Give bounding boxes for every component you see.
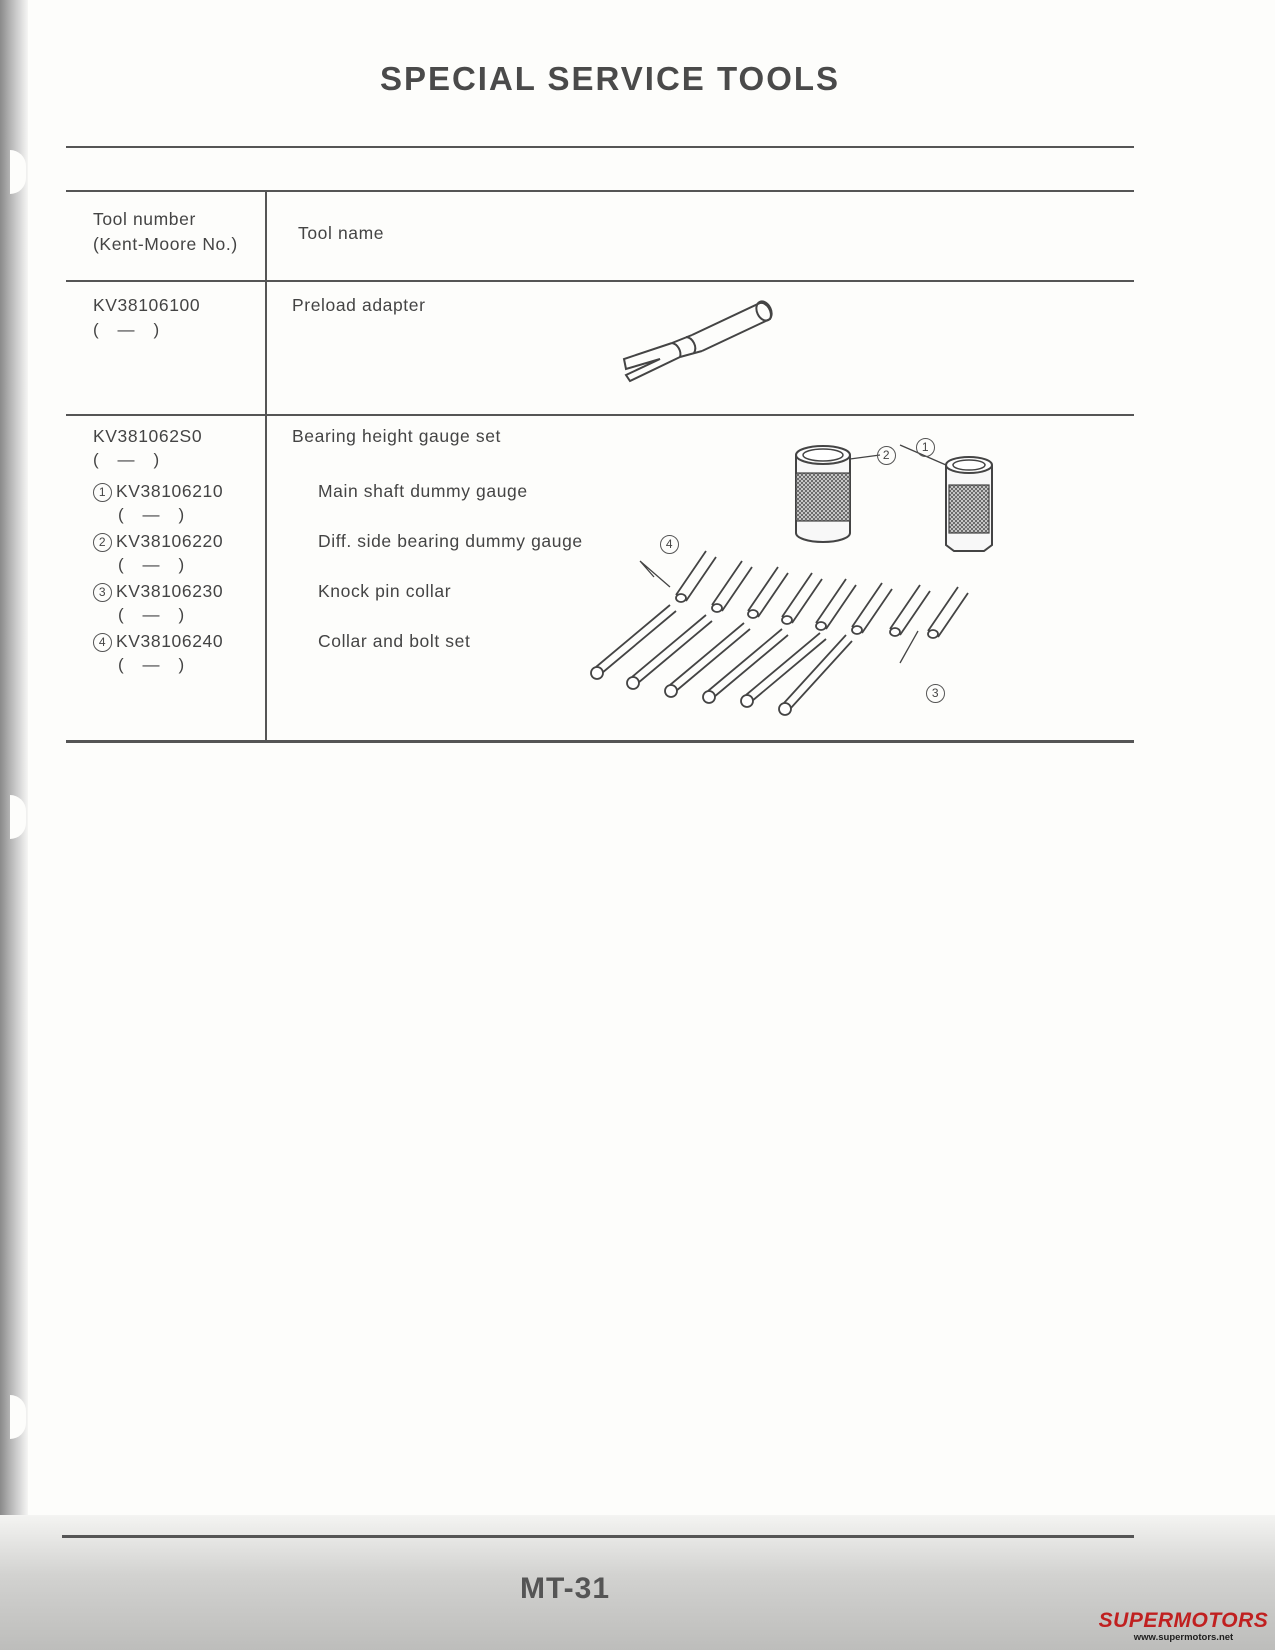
table-bottom-rule	[66, 740, 1134, 743]
footer-rule	[62, 1535, 1134, 1538]
watermark-url: www.supermotors.net	[1133, 1632, 1234, 1643]
sub3-tool-number: 3 KV38106230	[93, 581, 223, 602]
header-rule	[66, 280, 1134, 282]
row1-tool-number: KV38106100	[93, 295, 201, 315]
header-kent-moore: (Kent-Moore No.)	[93, 234, 238, 254]
top-rule	[66, 146, 1134, 148]
illustration-callout-1: 1	[916, 436, 939, 457]
callout-4-marker: 4	[93, 633, 112, 652]
row1-kent-moore: ( — )	[93, 320, 160, 339]
sub1-tool-number: 1 KV38106210	[93, 481, 223, 502]
row2-kent-moore: ( — )	[93, 450, 160, 469]
sub2-kent-moore: ( — )	[118, 555, 185, 574]
collar-group	[676, 551, 968, 638]
header-tool-name: Tool name	[298, 223, 385, 243]
callout-2-marker: 2	[93, 533, 112, 552]
row1-tool-name: Preload adapter	[292, 295, 426, 315]
callout-3-marker: 3	[93, 583, 112, 602]
preload-adapter-illustration	[620, 295, 790, 405]
sub4-tool-name: Collar and bolt set	[318, 631, 471, 651]
sub3-kent-moore: ( — )	[118, 605, 185, 624]
row-rule	[66, 414, 1134, 416]
table-top-rule	[66, 190, 1134, 192]
illustration-callout-4: 4	[660, 533, 683, 554]
binding-edge	[0, 0, 28, 1650]
column-divider	[265, 190, 267, 741]
page-number: MT-31	[520, 1572, 611, 1605]
illustration-callout-3: 3	[926, 682, 949, 703]
header-tool-number: Tool number	[93, 209, 196, 229]
watermark-brand: SUPERMOTORS	[1098, 1609, 1269, 1632]
sub4-kent-moore: ( — )	[118, 655, 185, 674]
bearing-gauge-set-illustration	[600, 425, 1030, 725]
dummy-gauge-2-drawing	[796, 446, 850, 542]
sub2-tool-number: 2 KV38106220	[93, 531, 223, 552]
sub1-tool-name: Main shaft dummy gauge	[318, 481, 528, 501]
sub3-tool-name: Knock pin collar	[318, 581, 452, 601]
bolt-group	[591, 605, 852, 715]
watermark	[1096, 1610, 1271, 1646]
sub1-kent-moore: ( — )	[118, 505, 185, 524]
dummy-gauge-1-drawing	[946, 457, 992, 551]
page-title: SPECIAL SERVICE TOOLS	[379, 60, 841, 97]
row2-tool-name: Bearing height gauge set	[292, 426, 501, 446]
row2-tool-number: KV381062S0	[93, 426, 203, 446]
sub2-tool-name: Diff. side bearing dummy gauge	[318, 531, 583, 551]
illustration-callout-2: 2	[877, 444, 900, 465]
sub4-tool-number: 4 KV38106240	[93, 631, 223, 652]
callout-1-marker: 1	[93, 483, 112, 502]
